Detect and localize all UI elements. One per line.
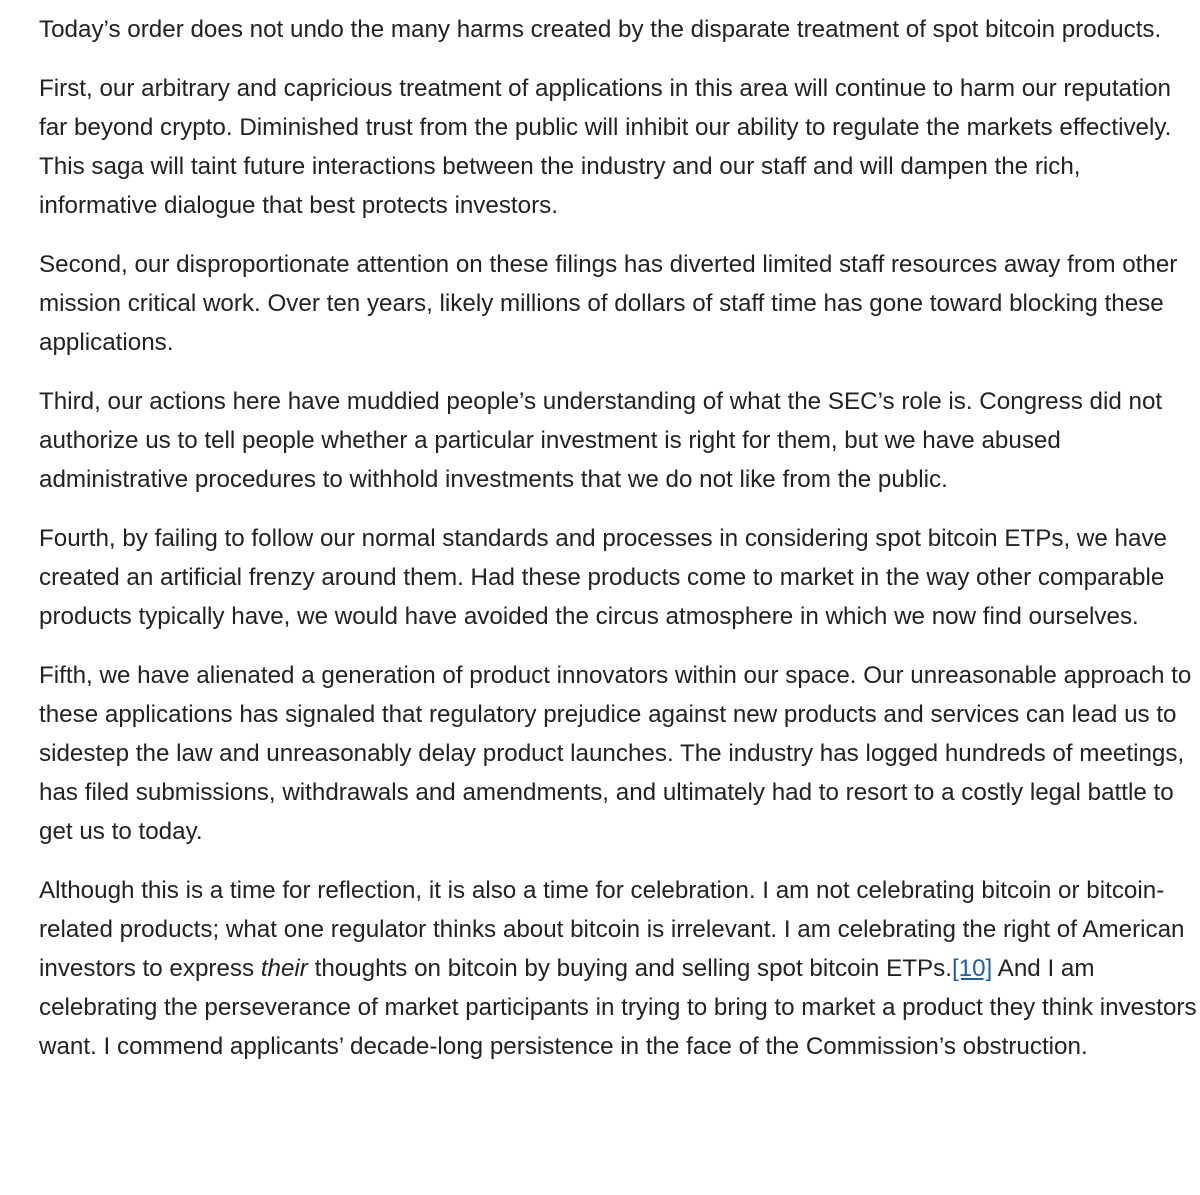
paragraph-intro: Today’s order does not undo the many harms created by the disparate treatment of spot bitcoin products. (39, 16, 1162, 43)
paragraph-second-harm: Second, our disproportionate attention on these filings has diverted limited staff resources away from other mission critical work. Over ten years, likely millions of dollars of staff time has gone toward blocking these applications. (39, 251, 1178, 356)
paragraph-first-harm: First, our arbitrary and capricious treatment of applications in this area will continue to harm our reputation far beyond crypto. Diminished trust from the public will inhibit our ability to regulate the markets effectively. This saga will taint future interactions between the industry and our staff and will dampen the rich, informative dialogue that best protects investors. (39, 75, 1172, 219)
paragraph-third-harm: Third, our actions here have muddied people’s understanding of what the SEC’s role is. Congress did not authorize us to tell people whether a particular investment is right for them, but we have abused administrative procedures to withhold investments that we do not like from the public. (39, 388, 1163, 493)
celebration-text-part-2: thoughts on bitcoin by buying and selling spot bitcoin ETPs. (307, 955, 952, 982)
celebration-text-part-1: Although this is a time for reflection, it is also a time for celebration. I am not celebrating bitcoin or bitcoin-related products; what one regulator thinks about bitcoin is irrelevant. I am celebrating the right of American investors to express (39, 877, 1185, 982)
paragraph-fourth-harm: Fourth, by failing to follow our normal standards and processes in considering spot bitcoin ETPs, we have created an artificial frenzy around them. Had these products come to market in the way other comparable products typically have, we would have avoided the circus atmosphere in which we now find ourselves. (39, 525, 1167, 630)
emphasis-their: their (260, 955, 308, 982)
paragraph-fifth-harm: Fifth, we have alienated a generation of product innovators within our space. Our unreasonable approach to these applications has signaled that regulatory prejudice against new products and services can lead us to sidestep the law and unreasonably delay product launches. The industry has logged hundreds of meetings, has filed submissions, withdrawals and amendments, and ultimately had to resort to a costly legal battle to get us to today. (39, 662, 1192, 845)
document-body (39, 10, 1197, 1086)
paragraph-celebration (39, 871, 1197, 1066)
footnote-link-10[interactable]: [10] (951, 955, 993, 982)
celebration-text-part-3: And I am celebrating the perseverance of market participants in trying to bring to market a product they think investors want. I commend applicants’ decade-long persistence in the face of the Commission’s obstruction. (39, 955, 1197, 1060)
